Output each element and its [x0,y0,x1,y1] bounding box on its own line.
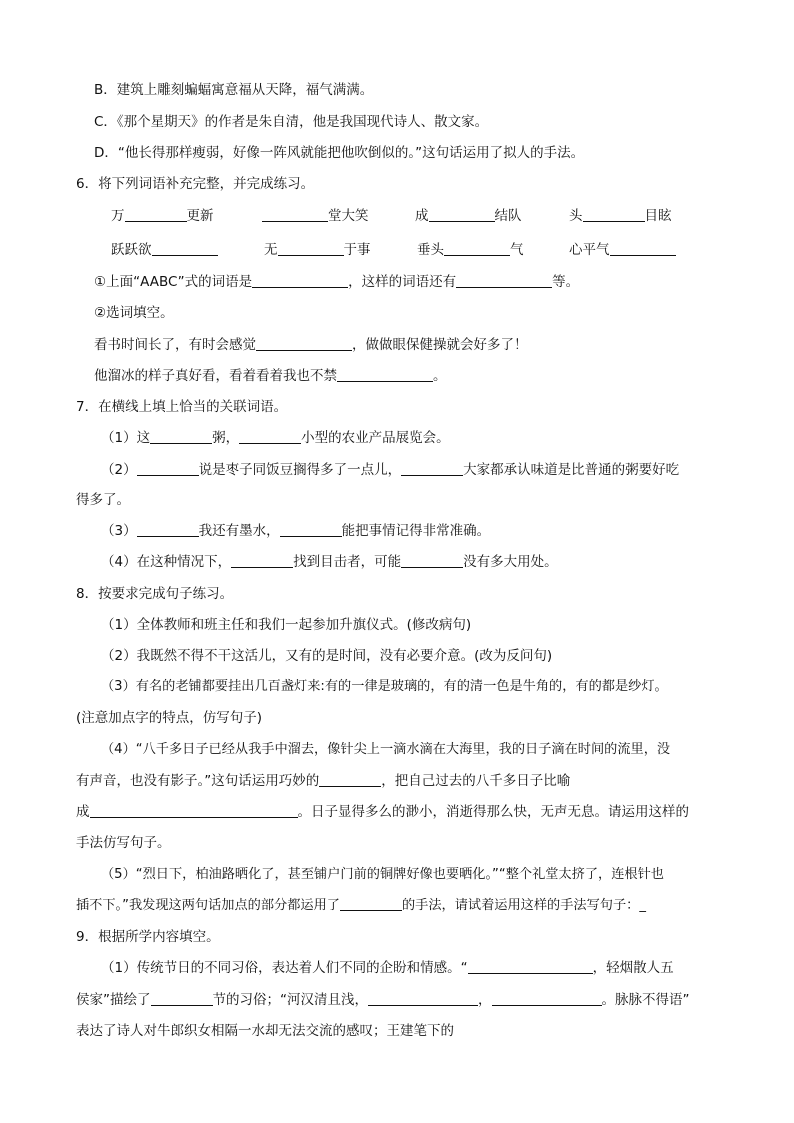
q6-part-1 [94,272,794,292]
q9-item-1 [101,958,794,978]
answer-blank[interactable] [401,461,463,476]
text: 说是枣子同饭豆搁得多了一点儿， [198,462,402,478]
option-b: B．建筑上雕刻蝙蝠寓意福从天降，福气满满。 [94,82,374,98]
idiom-suffix: 目眩 [644,208,672,224]
text: 的手法，请试着运用这样的手法写句子：_ [401,898,646,913]
text: （3） [101,523,137,539]
text: ①上面“AABC”式的词语是 [94,274,253,290]
question-6-title: 6．将下列词语补充完整，并完成练习。 [76,176,315,192]
idiom-item [111,240,218,260]
text: 小型的农业产品展览会。 [301,430,450,446]
question-7-title: 7．在横线上填上恰当的关联词语。 [76,399,288,415]
text: 没有多大用处。 [463,554,558,570]
answer-blank[interactable] [278,241,344,256]
q8-item-4-line-2 [76,771,794,791]
text: ，把自己过去的八千多日子比喻 [381,773,571,789]
answer-blank[interactable] [151,991,213,1006]
q8-item-1: （1）全体教师和班主任和我们一起参加升旗仪式。(修改病句) [101,617,472,633]
answer-blank[interactable] [125,207,187,222]
q8-item-4: （4）“八千多日子已经从我手中溜去，像针尖上一滴水滴在大海里，我的日子滴在时间的流里，没 [101,742,671,757]
answer-blank[interactable] [401,553,463,568]
q9-item-1-line-3: 表达了诗人对牛郎织女相隔一水却无法交流的感叹；王建笔下的 [76,1023,454,1039]
text: 插不下。”我发现这两句话加点的部分都运用了 [76,898,340,913]
idiom-prefix: 垂头 [417,242,444,258]
text: 能把事情记得非常准确。 [341,523,491,539]
text: （1）这 [101,430,151,446]
text: ，这样的词语还有 [348,274,457,290]
answer-blank[interactable] [337,367,433,382]
option-c: C．《那个星期天》的作者是朱自清，他是我国现代诗人、散文家。 [94,114,489,130]
text: 节的习俗；“河汉清且浅， [212,992,368,1008]
idiom-prefix: 跃跃欲 [111,242,152,258]
text: （1）传统节日的不同习俗，表达着人们不同的企盼和情感。“ [101,960,468,976]
text: 。日子显得多么的渺小，消逝得那么快，无声无息。请运用这样的 [297,804,689,820]
text: 找到目击者，可能 [293,554,402,570]
q7-item-3 [101,521,794,541]
q7-item-2 [101,460,794,480]
answer-blank[interactable] [280,522,342,537]
text: ， [478,992,492,1008]
idiom-suffix: 结队 [494,208,522,224]
answer-blank[interactable] [444,241,510,256]
text: 。脉脉不得语” [601,992,690,1008]
q8-item-2: （2）我既然不得不干这活儿，又有的是时间，没有必要介意。(改为反问句) [101,648,553,664]
q6-part-2: ②选词填空。 [94,305,174,321]
text: 粥， [212,430,240,446]
text: 大家都承认味道是比普通的粥要好吃 [463,462,680,478]
answer-blank[interactable] [456,273,552,288]
q6-sentence-1 [94,335,794,355]
text: （2） [101,462,137,478]
idiom-prefix: 头 [569,208,583,224]
answer-blank[interactable] [610,241,676,256]
answer-blank[interactable] [468,959,593,974]
text: ，轻烟散人五 [592,960,674,976]
idiom-item [417,240,524,260]
idiom-item [569,240,676,260]
text: 。 [433,368,447,384]
answer-blank[interactable] [429,207,495,222]
idiom-prefix: 成 [415,208,429,224]
answer-blank[interactable] [319,772,381,787]
idiom-suffix: 堂大笑 [328,208,369,224]
idiom-prefix: 心平气 [569,242,610,258]
q7-item-1 [101,428,794,448]
option-d: D．“他长得那样瘦弱，好像一阵风就能把他吹倒似的。”这句话运用了拟人的手法。 [94,145,585,161]
q8-item-4-line-3 [76,802,794,822]
q8-item-4-line-4: 手法仿写句子。 [76,835,171,851]
idiom-suffix: 更新 [186,208,214,224]
text: 有声音，也没有影子。”这句话运用巧妙的 [76,773,320,789]
question-8-title: 8．按要求完成句子练习。 [76,586,234,602]
text: ，做做眼保健操就会好多了！ [352,337,528,353]
text: 他溜冰的样子真好看，看着看着我也不禁 [94,368,337,384]
answer-blank[interactable] [152,241,218,256]
answer-blank[interactable] [368,991,478,1006]
answer-blank[interactable] [262,207,328,222]
idiom-prefix: 无 [264,242,278,258]
idiom-suffix: 于事 [343,242,371,258]
answer-blank[interactable] [137,522,199,537]
idiom-item [264,240,371,260]
idiom-item [415,206,522,226]
answer-blank[interactable] [150,429,212,444]
text: 我还有墨水， [198,523,280,539]
text: （4）在这种情况下， [101,554,232,570]
answer-blank[interactable] [90,803,298,818]
question-9-title: 9．根据所学内容填空。 [76,929,220,945]
answer-blank[interactable] [239,429,301,444]
q6-sentence-2 [94,366,794,386]
answer-blank[interactable] [492,991,602,1006]
idiom-item [111,206,214,226]
answer-blank[interactable] [583,207,645,222]
q8-item-5-line-2 [76,896,794,916]
idiom-item [569,206,672,226]
q8-item-5: （5）“烈日下，柏油路晒化了，甚至铺户门前的铜牌好像也要晒化。”“整个礼堂太挤了，连根针也 [101,867,664,882]
idiom-item [262,206,369,226]
idiom-prefix: 万 [111,208,125,224]
text: 等。 [552,274,580,290]
q7-item-4 [101,552,794,572]
q8-item-3-note: (注意加点字的特点，仿写句子) [76,710,263,726]
text: 侯家”描绘了 [76,992,151,1008]
q7-item-2-continued: 得多了。 [76,492,130,508]
idiom-suffix: 气 [510,242,524,258]
answer-blank[interactable] [340,896,402,911]
answer-blank[interactable] [137,461,199,476]
text: 看书时间长了，有时会感觉 [94,337,256,353]
q8-item-3: （3）有名的老铺都要挂出几百盏灯来:有的一律是玻璃的，有的清一色是牛角的，有的都是纱灯。 [101,679,668,694]
answer-blank[interactable] [252,273,348,288]
text: 成 [76,804,90,820]
answer-blank[interactable] [231,553,293,568]
answer-blank[interactable] [256,336,352,351]
q9-item-1-line-2 [76,990,794,1010]
